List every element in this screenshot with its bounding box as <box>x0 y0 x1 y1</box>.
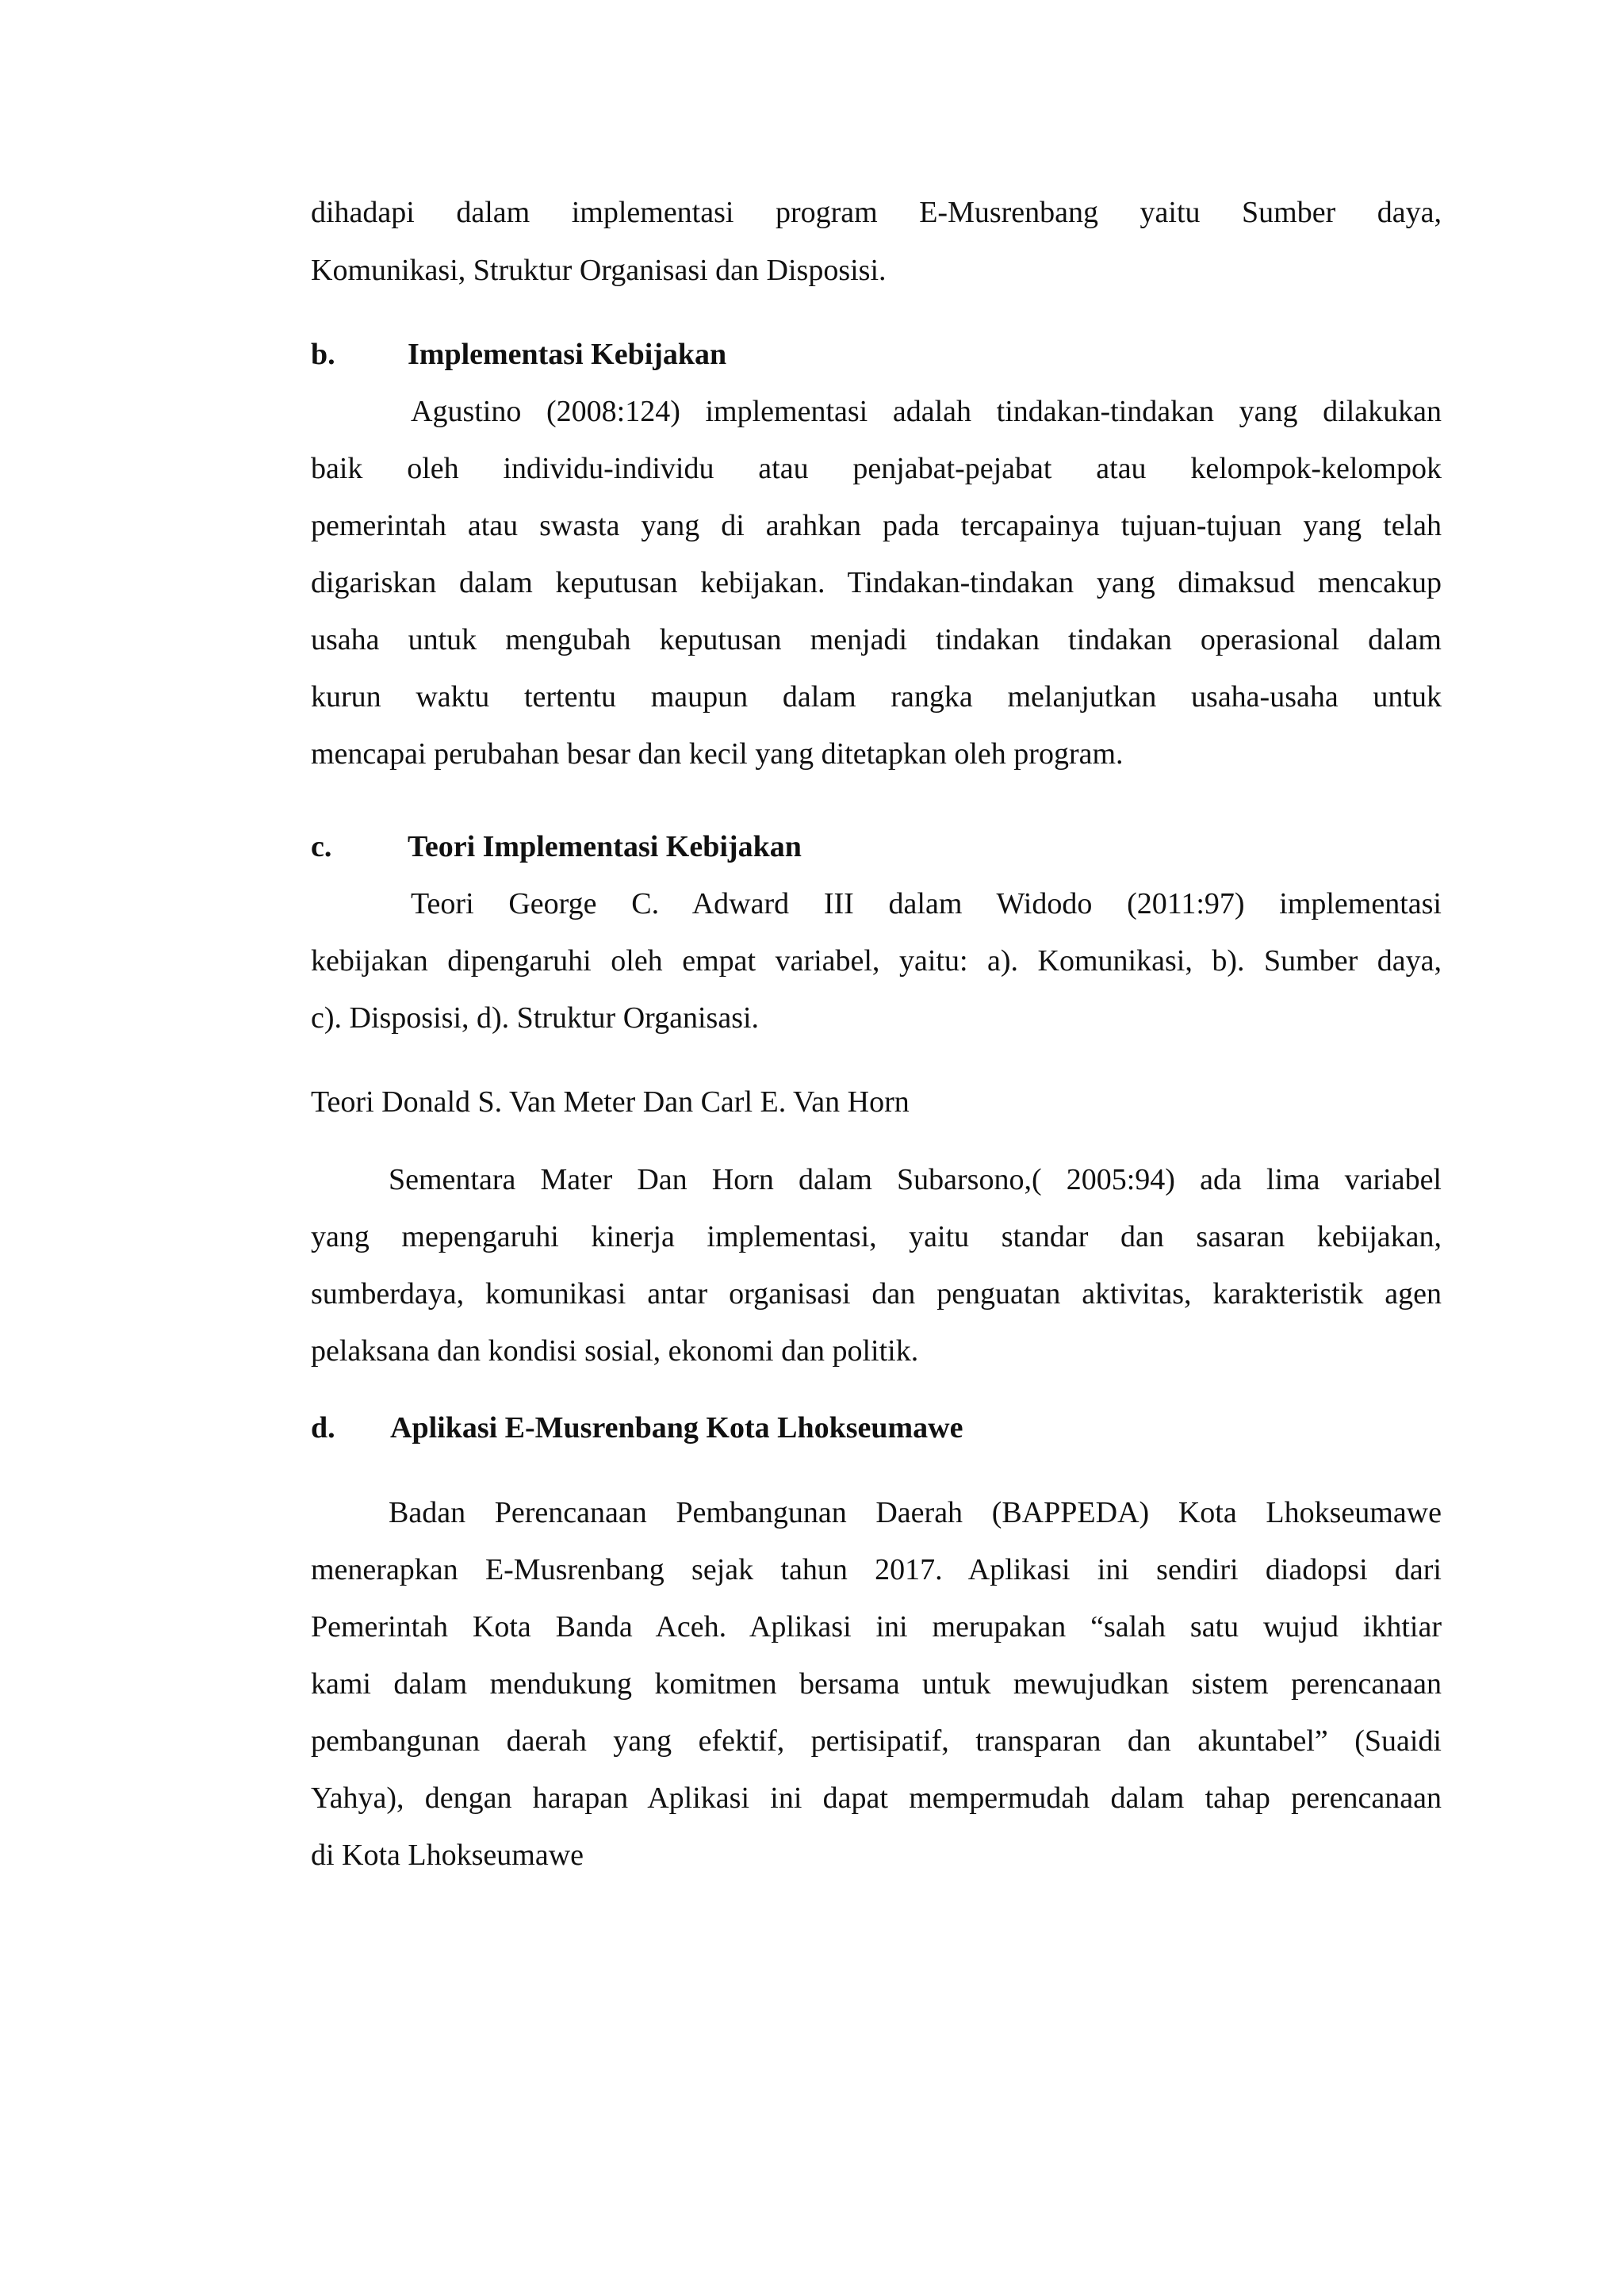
section-b-line-7: mencapai perubahan besar dan kecil yang ditetapkan oleh program. <box>311 737 1124 771</box>
section-c-heading <box>311 828 802 865</box>
section-c-para2-line-1: Sementara Mater Dan Horn dalam Subarsono,( 2005:94) ada lima variabel <box>389 1163 1442 1196</box>
section-d-heading <box>311 1410 963 1446</box>
section-c-para2-line-3: sumberdaya, komunikasi antar organisasi dan penguatan aktivitas, karakteristik agen <box>311 1277 1442 1311</box>
section-d-line-3: Pemerintah Kota Banda Aceh. Aplikasi ini merupakan “salah satu wujud ikhtiar <box>311 1610 1442 1644</box>
section-b-line-4: digariskan dalam keputusan kebijakan. Tindakan-tindakan yang dimaksud mencakup <box>311 566 1442 599</box>
section-c-para2-line-4: pelaksana dan kondisi sosial, ekonomi dan politik. <box>311 1334 919 1368</box>
section-b-letter: b. <box>311 338 335 371</box>
section-b-line-5: usaha untuk mengubah keputusan menjadi tindakan tindakan operasional dalam <box>311 623 1442 656</box>
section-c-letter: c. <box>311 830 332 863</box>
intro-line-1: dihadapi dalam implementasi program E-Musrenbang yaitu Sumber daya, <box>311 196 1442 229</box>
section-d-line-2: menerapkan E-Musrenbang sejak tahun 2017. Aplikasi ini sendiri diadopsi dari <box>311 1553 1442 1586</box>
section-c-title: Teori Implementasi Kebijakan <box>408 830 802 863</box>
section-d-line-5: pembangunan daerah yang efektif, pertisipatif, transparan dan akuntabel” (Suaidi <box>311 1724 1442 1758</box>
section-c-para2-line-2: yang mepengaruhi kinerja implementasi, yaitu standar dan sasaran kebijakan, <box>311 1220 1442 1253</box>
section-b-line-2: baik oleh individu-individu atau penjabat-pejabat atau kelompok-kelompok <box>311 452 1442 485</box>
section-b-line-3: pemerintah atau swasta yang di arahkan pada tercapainya tujuan-tujuan yang telah <box>311 509 1442 542</box>
section-d-line-6: Yahya), dengan harapan Aplikasi ini dapat mempermudah dalam tahap perencanaan <box>311 1781 1442 1815</box>
section-b-line-1: Agustino (2008:124) implementasi adalah tindakan-tindakan yang dilakukan <box>411 395 1442 428</box>
section-b-title: Implementasi Kebijakan <box>408 338 727 371</box>
section-d-title: Aplikasi E-Musrenbang Kota Lhokseumawe <box>390 1411 963 1445</box>
section-d-line-4: kami dalam mendukung komitmen bersama untuk mewujudkan sistem perencanaan <box>311 1667 1442 1701</box>
section-c-subheading: Teori Donald S. Van Meter Dan Carl E. Van Horn <box>311 1085 910 1119</box>
section-d-letter: d. <box>311 1411 335 1445</box>
section-d-line-1: Badan Perencanaan Pembangunan Daerah (BAPPEDA) Kota Lhokseumawe <box>389 1496 1442 1529</box>
section-c-line-1: Teori George C. Adward III dalam Widodo (2011:97) implementasi <box>411 887 1442 920</box>
section-d-line-7: di Kota Lhokseumawe <box>311 1839 584 1872</box>
section-c-line-3: c). Disposisi, d). Struktur Organisasi. <box>311 1001 760 1035</box>
section-c-line-2: kebijakan dipengaruhi oleh empat variabel, yaitu: a). Komunikasi, b). Sumber daya, <box>311 944 1442 978</box>
intro-line-2: Komunikasi, Struktur Organisasi dan Disposisi. <box>311 254 887 287</box>
section-b-heading <box>311 336 726 373</box>
section-b-line-6: kurun waktu tertentu maupun dalam rangka melanjutkan usaha-usaha untuk <box>311 680 1442 714</box>
